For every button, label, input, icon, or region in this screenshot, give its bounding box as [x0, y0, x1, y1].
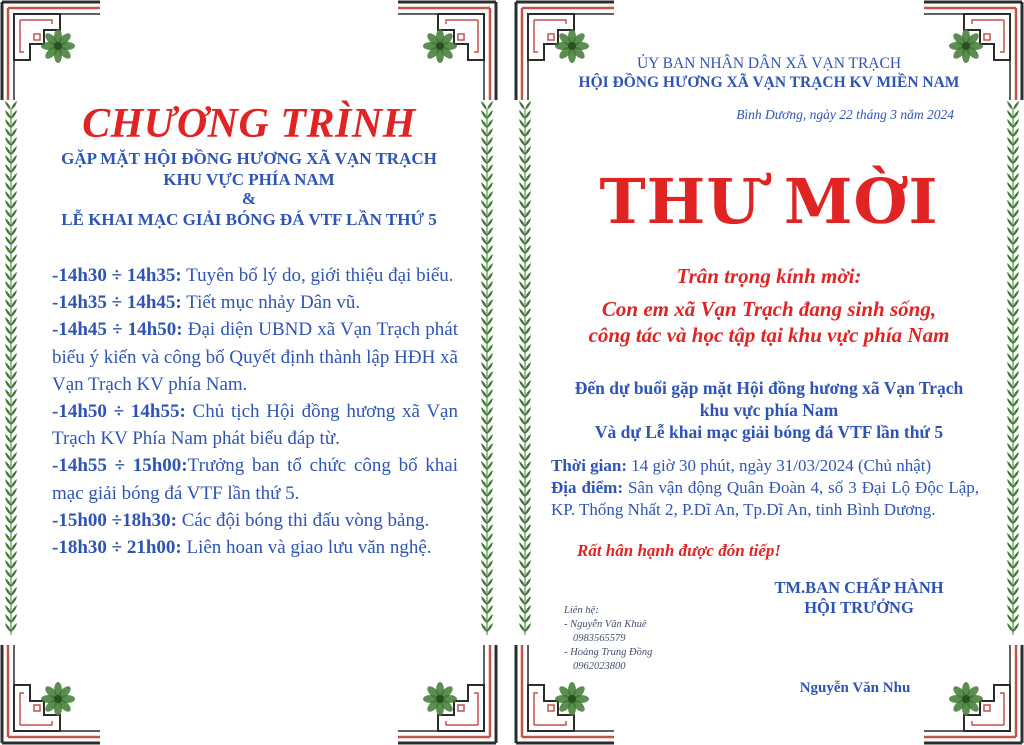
schedule-item — [52, 262, 458, 289]
schedule-time: -18h30 ÷ 21h00: — [52, 537, 182, 559]
flower-ornament-icon — [423, 29, 457, 63]
invitee-line-2: công tác và học tập tại khu vực phía Nam — [588, 323, 950, 347]
schedule-text: Chủ tịch Hội đồng hương xã Vạn Trạch KV Phía Nam phát biểu đáp từ. — [52, 401, 458, 450]
program-title: CHƯƠNG TRÌNH — [82, 101, 416, 147]
program-ampersand: & — [241, 189, 257, 208]
schedule-text: Đại diện UBND xã Vạn Trạch phát biểu ý kiến và công bố Quyết định thành lập HĐH xã Vạn Trạch KV phía Nam. — [52, 319, 458, 395]
flower-ornament-icon — [423, 682, 457, 716]
invitation-page — [514, 0, 1024, 745]
schedule-text: Liên hoan và giao lưu văn nghệ. — [181, 537, 432, 559]
schedule-text: Các đội bóng thi đấu vòng bảng. — [176, 509, 430, 531]
time-row — [551, 455, 979, 477]
corner-fret-border — [2, 2, 100, 100]
corner-fret-border — [2, 645, 100, 743]
program-subtitle-2: KHU VỰC PHÍA NAM — [163, 170, 335, 189]
corner-fret-border — [398, 645, 496, 743]
event-details — [551, 455, 979, 521]
program-subtitle-1: GẶP MẶT HỘI ĐỒNG HƯƠNG XÃ VẠN TRẠCH — [61, 149, 437, 168]
flower-ornament-icon — [41, 29, 75, 63]
program-subtitle-3: LỄ KHAI MẠC GIẢI BÓNG ĐÁ VTF LẦN THỨ 5 — [61, 210, 437, 229]
time-label: Thời gian: — [551, 456, 628, 475]
schedule-list — [52, 262, 458, 561]
schedule-item — [52, 452, 458, 506]
schedule-item — [52, 289, 458, 316]
signer-name: Nguyễn Văn Nhu — [799, 680, 911, 696]
schedule-time: -14h45 ÷ 14h50: — [52, 319, 183, 341]
schedule-item — [52, 534, 458, 561]
schedule-time: -14h30 ÷ 14h35: — [52, 265, 182, 286]
contact-2-name: - Hoàng Trung Đồng — [564, 647, 653, 658]
place-value: Sân vận động Quân Đoàn 4, số 3 Đại Lộ Độc Lập, KP. Thống Nhất 2, P.Dĩ An, Tp.Dĩ An, tinh Bình Dương. — [551, 478, 979, 519]
schedule-time: -15h00 ÷18h30: — [52, 509, 177, 531]
invitee-line-1: Con em xã Vạn Trạch đang sinh sống, — [601, 297, 937, 321]
program-page — [0, 0, 498, 745]
event-line-1: Đến dự buổi gặp mặt Hội đồng hương xã Vạn Trạch — [574, 378, 964, 398]
schedule-time: -14h35 ÷ 14h45: — [52, 292, 182, 314]
contact-label: Liên hệ: — [564, 605, 599, 616]
flower-ornament-icon — [555, 682, 589, 716]
schedule-item — [52, 316, 458, 398]
invitation-title: THƯ MỜI — [599, 165, 939, 238]
contact-1-phone: 0983565579 — [573, 633, 626, 644]
time-value: 14 giờ 30 phút, ngày 31/03/2024 (Chủ nhật) — [627, 456, 932, 475]
place-row — [551, 477, 979, 521]
schedule-text: Trưởng ban tổ chức công bố khai mạc giải bóng đá VTF lần thứ 5. — [52, 455, 459, 504]
schedule-text: Tiết mục nhảy Dân vũ. — [181, 292, 361, 314]
event-line-3: Và dự Lễ khai mạc giải bóng đá VTF lần thứ 5 — [594, 422, 944, 442]
contact-1-name: - Nguyễn Văn Khuê — [564, 619, 647, 630]
schedule-time: -14h50 ÷ 14h55: — [52, 401, 186, 423]
date-line: Bình Dương, ngày 22 tháng 3 năm 2024 — [736, 107, 954, 122]
contact-2-phone: 0962023800 — [573, 661, 626, 672]
event-line-2: khu vực phía Nam — [699, 400, 839, 420]
signature-title-2: HỘI TRƯỞNG — [804, 598, 914, 617]
committee-header: ỦY BAN NHÂN DÂN XÃ VẠN TRẠCH — [636, 55, 902, 72]
place-label: Địa điểm: — [551, 478, 624, 497]
schedule-text: Tuyên bố lý do, giới thiệu đại biểu. — [181, 265, 454, 286]
contact-block — [564, 604, 714, 674]
schedule-time: -14h55 ÷ 15h00: — [52, 455, 188, 477]
association-header: HỘI ĐỒNG HƯƠNG XÃ VẠN TRẠCH KV MIỀN NAM — [578, 74, 960, 91]
schedule-item — [52, 398, 458, 452]
corner-fret-border — [398, 2, 496, 100]
closing-line: Rất hân hạnh được đón tiếp! — [577, 541, 781, 560]
flower-ornament-icon — [41, 682, 75, 716]
greeting: Trân trọng kính mời: — [676, 264, 862, 288]
signature-title-1: TM.BAN CHẤP HÀNH — [774, 578, 944, 597]
schedule-item — [52, 507, 458, 534]
